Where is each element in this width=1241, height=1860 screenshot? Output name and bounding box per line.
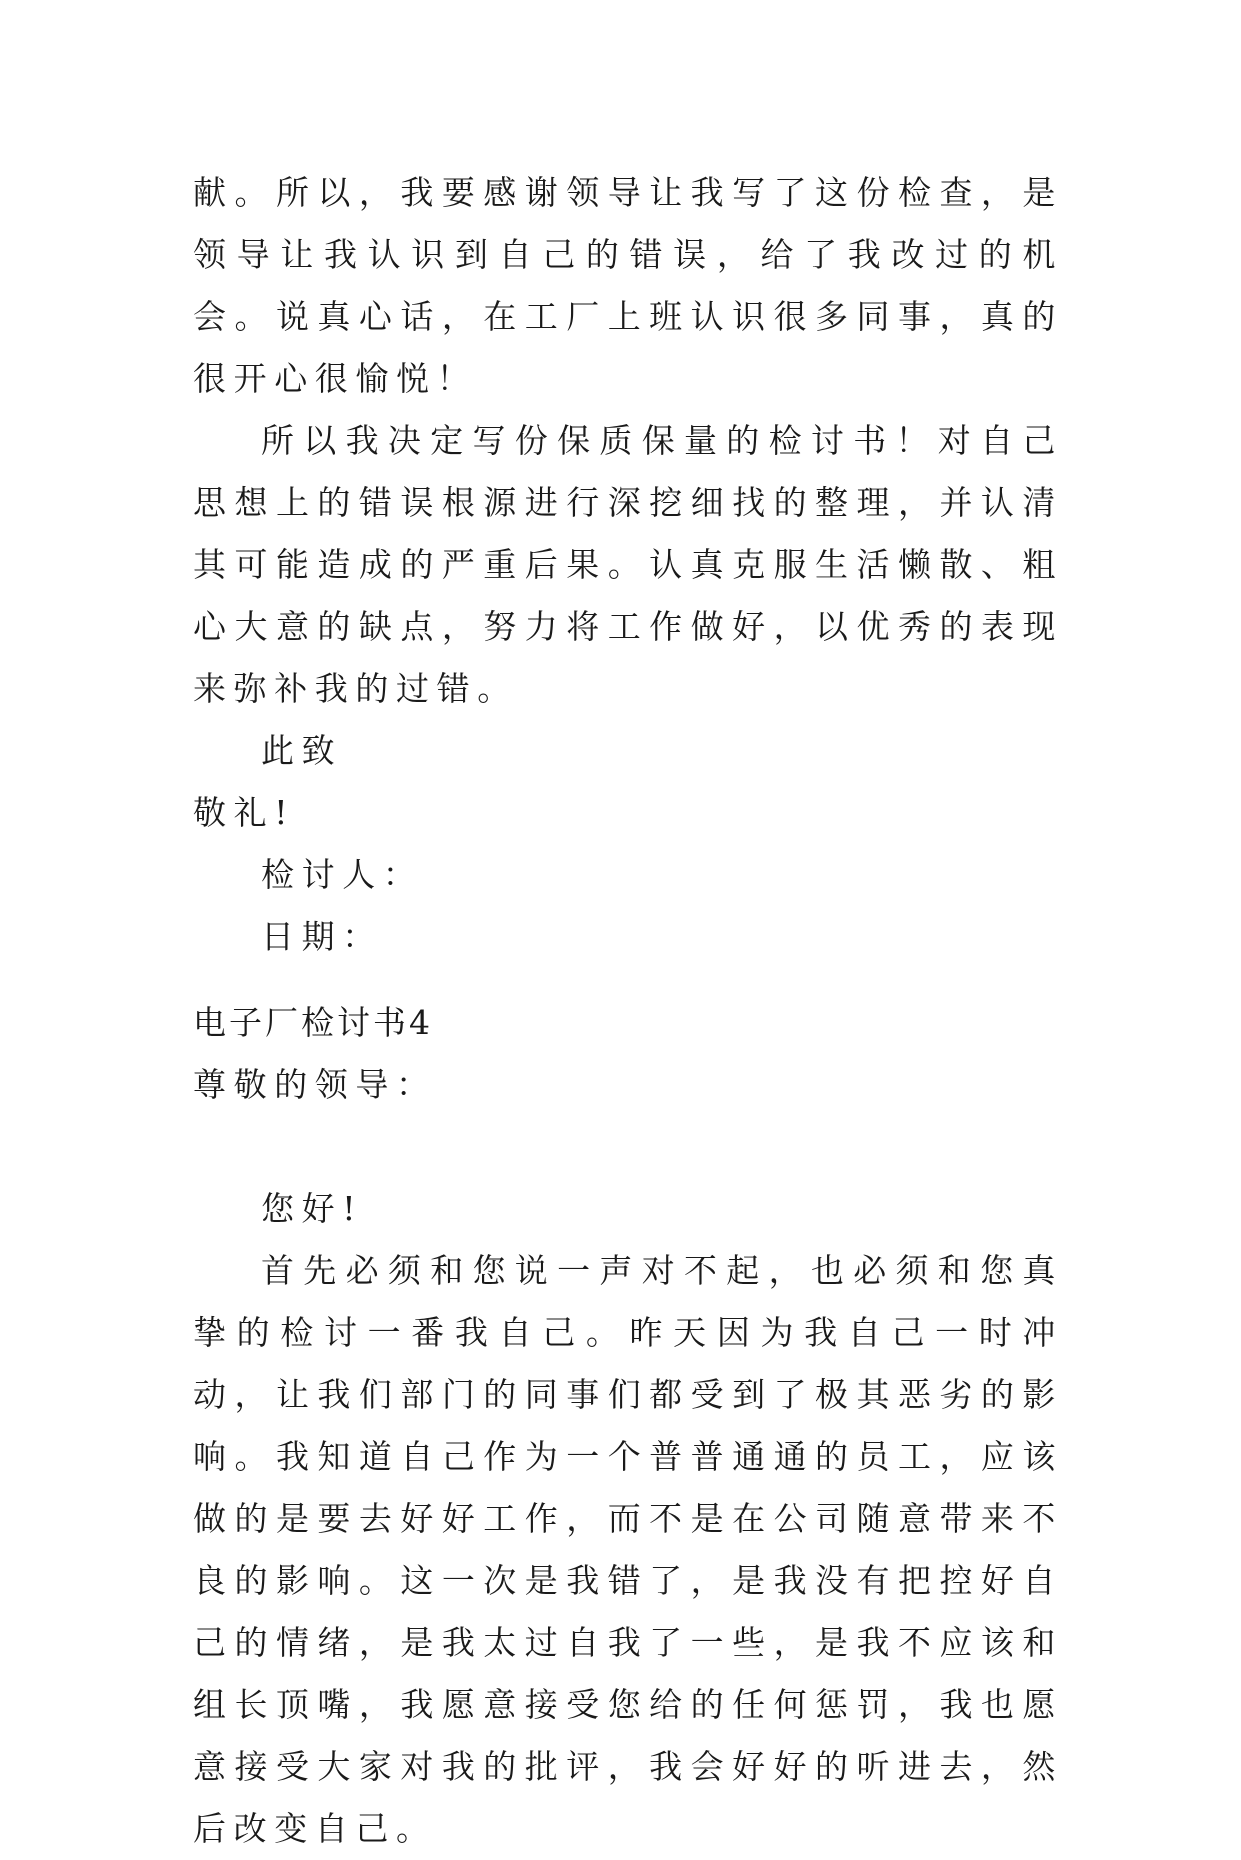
- signature-label: 检讨人：: [261, 855, 424, 894]
- paragraph-resolution: 所以我决定写份保质保量的检讨书！对自己思想上的错误根源进行深挖细找的整理，并认清其可能造成的严重后果。认真克服生活懒散、粗心大意的缺点，努力将工作做好，以优秀的表现来弥补我的过错。: [193, 421, 1063, 708]
- salutation: 尊敬的领导：: [193, 1065, 437, 1104]
- paragraph-continuation: 献。所以，我要感谢领导让我写了这份检查，是领导让我认识到自己的错误，给了我改过的机会。说真心话，在工厂上班认识很多同事，真的很开心很愉悦！: [193, 173, 1063, 398]
- closing-salute: 敬礼!: [193, 793, 296, 832]
- document-content: [193, 162, 1063, 1860]
- date-label: 日期：: [261, 917, 383, 956]
- greeting: 您好!: [261, 1189, 364, 1228]
- closing-phrase: 此致: [261, 731, 343, 770]
- section-title: 电子厂检讨书4: [193, 1003, 433, 1042]
- body-paragraph: 首先必须和您说一声对不起，也必须和您真挚的检讨一番我自己。昨天因为我自己一时冲动，让我们部门的同事们都受到了极其恶劣的影响。我知道自己作为一个普普通通的员工，应该做的是要去好好工作，而不是在公司随意带来不良的影响。这一次是我错了，是我没有把控好自己的情绪，是我太过自我了一些，是我不应该和组长顶嘴，我愿意接受您给的任何惩罚，我也愿意接受大家对我的批评，我会好好的听进去，然后改变自己。: [193, 1251, 1063, 1848]
